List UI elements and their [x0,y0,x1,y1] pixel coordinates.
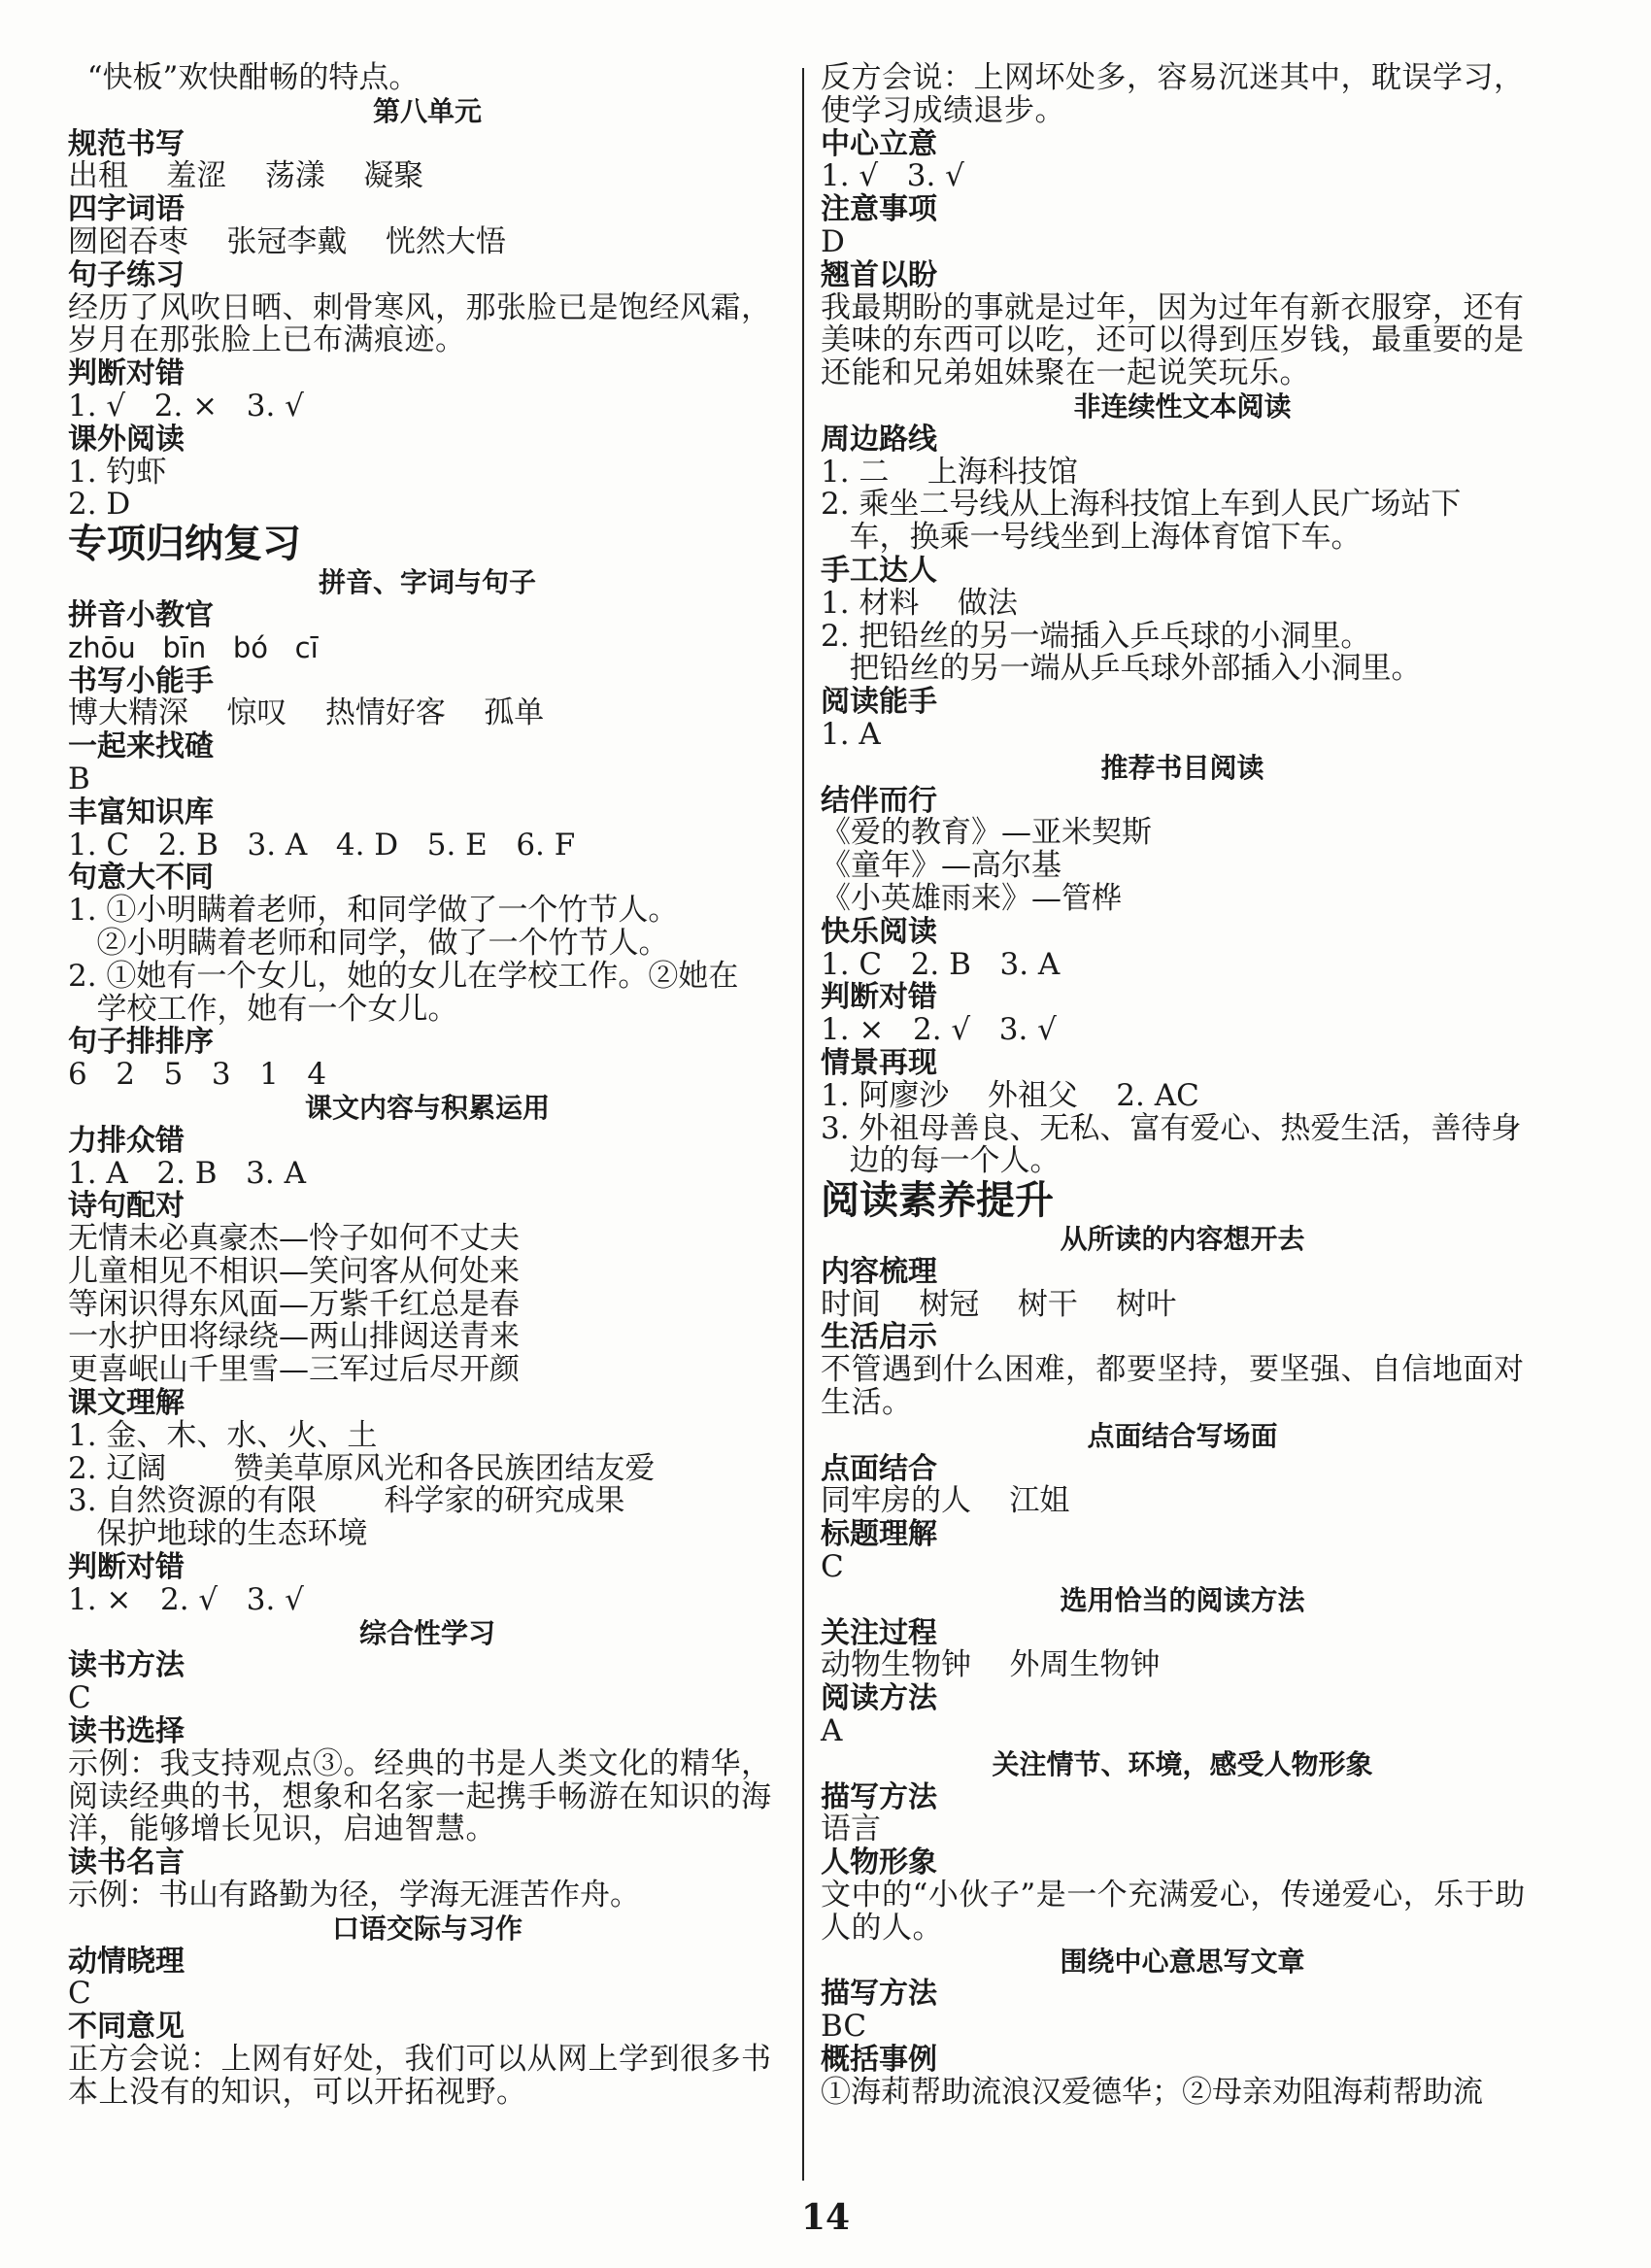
answer-line: BC [821,2009,867,2045]
section-heading: 读书方法 [68,1648,185,1683]
subsection-title: 点面结合写场面 [1087,1419,1278,1452]
answer-line: C [821,1549,844,1585]
answer-line: 保护地球的生态环境 [68,1516,368,1552]
answer-line: 车，换乘一号线坐到上海体育馆下车。 [821,520,1362,556]
answer-line: 2. 辽阔 赞美草原风光和各民族团结友爱 [68,1450,656,1486]
section-heading: 丰富知识库 [68,795,214,829]
right-column [821,62,1544,2110]
answer-line: 更喜岷山千里雪—三军过后尽开颜 [68,1352,520,1388]
subsection-title: 综合性学习 [358,1616,495,1649]
section-heading: 四字词语 [68,192,185,227]
answer-line: 动物生物钟 外周生物钟 [821,1647,1161,1683]
section-heading: 翘首以盼 [821,257,937,292]
answer-line: 儿童相见不相识—笑问客从何处来 [68,1253,520,1289]
answer-paragraph: 我最期盼的事就是过年，因为过年有新衣服穿，还有美味的东西可以吃，还可以得到压岁钱，最重要的是还能和兄弟姐妹聚在一起说笑玩乐。 [821,289,1525,391]
answer-line: 6 2 5 3 1 4 [68,1057,327,1093]
subsection-title: 关注情节、环境，感受人物形象 [992,1747,1373,1780]
section-heading: 读书选择 [68,1714,185,1749]
answer-line: 1. C 2. B 3. A [821,946,1061,982]
section-heading: 内容梳理 [821,1254,937,1289]
section-heading: 关注过程 [821,1615,937,1650]
answer-line: 1. A [821,716,881,752]
section-heading: 判断对错 [821,980,937,1015]
answer-line: 1. × 2. √ 3. √ [821,1012,1057,1048]
chapter-title: 阅读素养提升 [821,1178,1054,1224]
answer-line: 边的每一个人。 [821,1143,1061,1179]
answer-line: 《小英雄雨来》—管桦 [821,880,1122,916]
answer-paragraph: 示例：我支持观点③。经典的书是人类文化的精华，阅读经典的书，想象和名家一起携手畅游在知识的海洋，能够增长见识，启迪智慧。 [68,1745,772,1847]
subsection-title: 拼音、字词与句子 [318,566,536,599]
answer-line: 1. 二 上海科技馆 [821,454,1078,490]
answer-line: 1. C 2. B 3. A 4. D 5. E 6. F [68,827,576,863]
section-heading: 力排众错 [68,1123,185,1158]
column-divider [802,68,804,2181]
answer-line: 一水护田将绿绕—两山排闼送青来 [68,1319,520,1355]
answer-line: 语言 [821,1811,881,1847]
answer-line: 2. D [68,487,131,523]
section-heading: 课外阅读 [68,422,185,457]
answer-line: 《童年》—高尔基 [821,848,1061,884]
answer-paragraph: 反方会说：上网坏处多，容易沉迷其中，耽误学习，使学习成绩退步。 [821,60,1525,128]
answer-line: 1. 钓虾 [68,454,167,490]
section-heading: 描写方法 [821,1779,937,1814]
subsection-title: 非连续性文本阅读 [1073,389,1292,423]
section-heading: 手工达人 [821,553,937,588]
section-heading: 读书名言 [68,1845,185,1880]
subsection-title: 从所读的内容想开去 [1060,1223,1305,1256]
answer-line: 示例：书山有路勤为径，学海无涯苦作舟。 [68,1878,640,1913]
section-heading: 句子练习 [68,257,185,292]
answer-line: C [68,1976,91,2012]
answer-line: A [821,1713,843,1749]
answer-paragraph: 文中的“小伙子”是一个充满爱心，传递爱心，乐于助人的人。 [821,1878,1526,1946]
answer-line: 无情未必真豪杰—怜子如何不丈夫 [68,1221,520,1257]
chapter-title: 专项归纳复习 [68,522,301,567]
subsection-title: 推荐书目阅读 [1100,751,1264,784]
answer-line: 2. ①她有一个女儿，她的女儿在学校工作。②她在 [68,958,739,994]
section-heading: 注意事项 [821,192,937,227]
section-heading: 诗句配对 [68,1189,185,1224]
section-heading: 情景再现 [821,1045,937,1080]
answer-line: 时间 树冠 树干 树叶 [821,1286,1177,1322]
section-heading: 规范书写 [68,126,185,161]
section-heading: 动情晓理 [68,1944,185,1979]
answer-line: 1. A 2. B 3. A [68,1155,306,1191]
answer-paragraph: 正方会说：上网有好处，我们可以从网上学到很多书本上没有的知识，可以开拓视野。 [68,2042,772,2110]
answer-paragraph: 经历了风吹日晒、刺骨寒风，那张脸已是饱经风霜，岁月在那张脸上已布满痕迹。 [68,289,772,358]
page-number: 14 [800,2197,851,2238]
answer-line: 等闲识得东风面—万紫千红总是春 [68,1286,520,1322]
section-heading: 不同意见 [68,2010,185,2045]
answer-line: 2. 把铅丝的另一端插入乒乓球的小洞里。 [821,618,1371,654]
section-heading: 课文理解 [68,1386,185,1421]
subsection-title: 选用恰当的阅读方法 [1060,1583,1305,1616]
answer-line: 出租 羞涩 荡漾 凝聚 [68,158,424,194]
answer-line: B [68,761,90,796]
subsection-title: 课文内容与积累运用 [304,1091,550,1124]
section-heading: 判断对错 [68,1550,185,1585]
section-heading: 中心立意 [821,126,937,161]
section-heading: 句意大不同 [68,861,214,896]
subsection-title: 第八单元 [372,94,482,127]
answer-line: 1. ①小明瞒着老师，和同学做了一个竹节人。 [68,893,679,929]
section-heading: 阅读方法 [821,1681,937,1716]
answer-line: 学校工作，她有一个女儿。 [68,991,458,1027]
subsection-title: 口语交际与习作 [331,1912,522,1945]
answer-line: 囫囵吞枣 张冠李戴 恍然大悟 [68,223,506,259]
answer-line: 1. √ 3. √ [821,158,964,194]
section-heading: 一起来找碴 [68,729,214,764]
answer-line: 《爱的教育》—亚米契斯 [821,815,1152,851]
section-heading: 点面结合 [821,1451,937,1486]
section-heading: 快乐阅读 [821,914,937,949]
answer-line: 3. 自然资源的有限 科学家的研究成果 [68,1483,625,1519]
answer-line: C [68,1680,91,1716]
answer-line: 1. 金、木、水、火、土 [68,1417,378,1453]
subsection-title: 围绕中心意思写文章 [1060,1945,1305,1978]
answer-line: 1. 阿廖沙 外祖父 2. AC [821,1077,1199,1113]
section-heading: 描写方法 [821,1977,937,2012]
section-heading: 标题理解 [821,1517,937,1552]
answer-line: ②小明瞒着老师和同学，做了一个竹节人。 [68,925,669,961]
answer-line: 博大精深 惊叹 热情好客 孤单 [68,695,545,731]
answer-paragraph: 不管遇到什么困难，都要坚持，要坚强、自信地面对生活。 [821,1352,1525,1421]
left-column [68,62,787,2110]
section-heading: 句子排排序 [68,1025,214,1060]
section-heading: 判断对错 [68,356,185,391]
section-heading: 周边路线 [821,422,937,457]
answer-line: 把铅丝的另一端从乒乓球外部插入小洞里。 [821,651,1422,687]
answer-line: 1. × 2. √ 3. √ [68,1581,304,1617]
answer-line: ①海莉帮助流浪汉爱德华；②母亲劝阻海莉帮助流 [821,2074,1483,2110]
answer-line: 同牢房的人 江姐 [821,1483,1070,1519]
answer-line: 3. 外祖母善良、无私、富有爱心、热爱生活，善待身 [821,1110,1522,1146]
section-heading: 拼音小教官 [68,597,214,632]
answer-line: D [821,223,845,259]
pinyin-line: zhōu bīn bó cī [68,630,319,664]
section-heading: 书写小能手 [68,663,214,698]
answer-line: 1. 材料 做法 [821,585,1018,621]
section-heading: 阅读能手 [821,685,937,720]
section-heading: 概括事例 [821,2043,937,2078]
answer-line: “快板”欢快酣畅的特点。 [68,60,420,95]
answer-line: 2. 乘坐二号线从上海科技馆上车到人民广场站下 [821,487,1462,523]
section-heading: 人物形象 [821,1845,937,1880]
answer-line: 1. √ 2. × 3. √ [68,388,304,423]
section-heading: 生活启示 [821,1320,937,1355]
section-heading: 结伴而行 [821,783,937,818]
